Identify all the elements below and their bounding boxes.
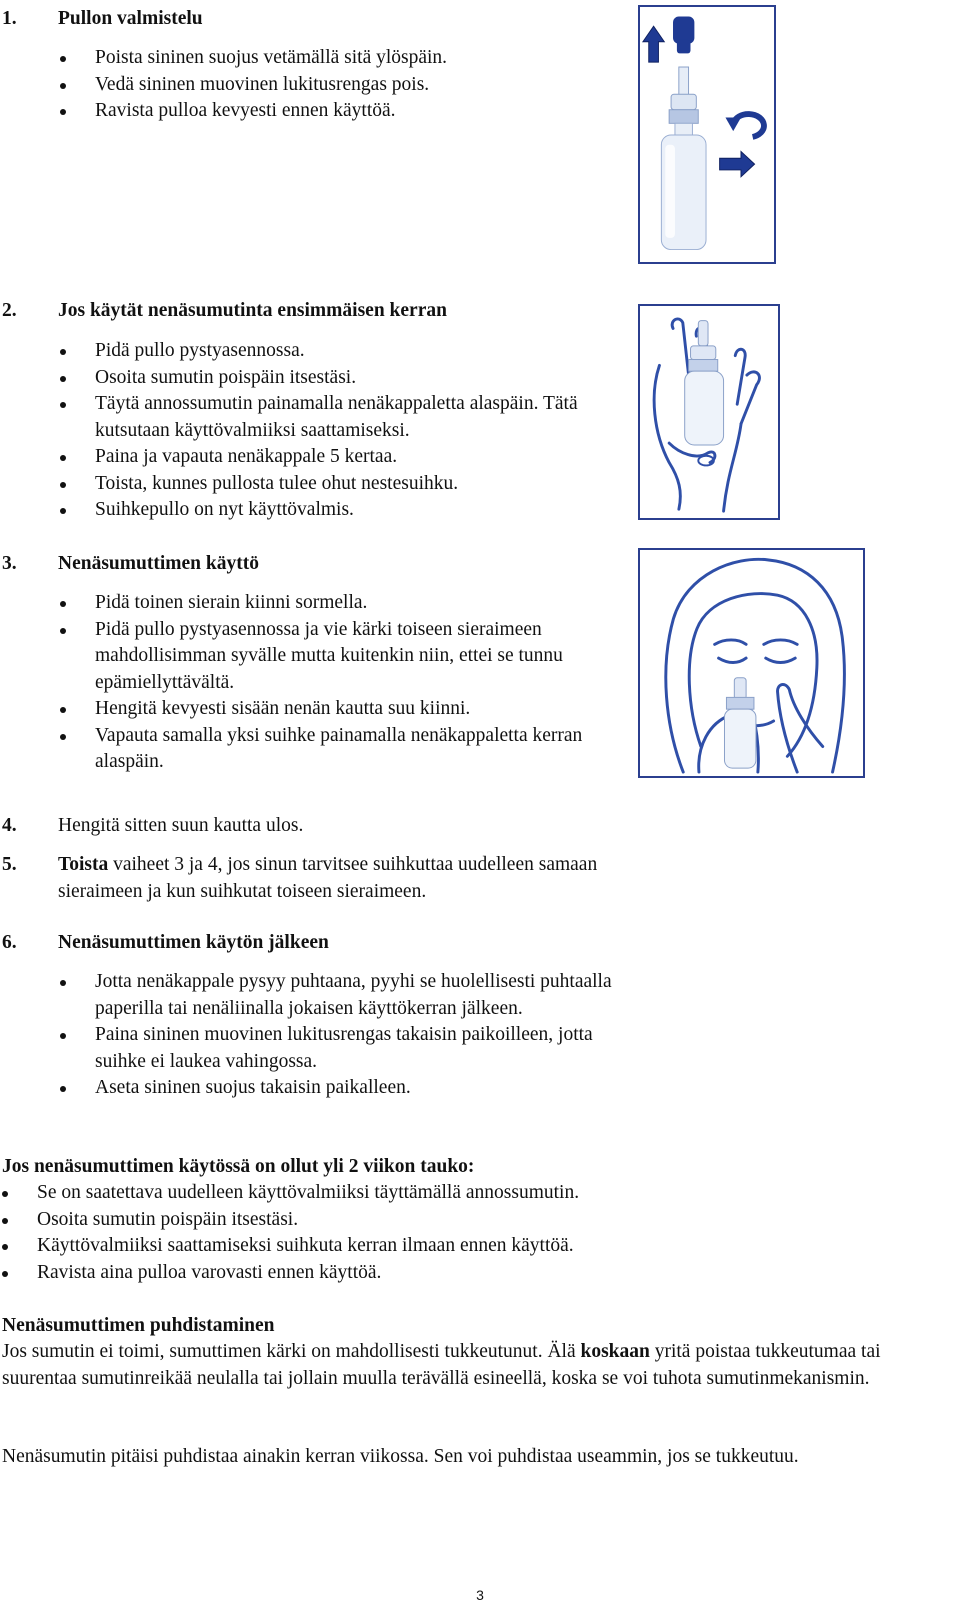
section-2-heading xyxy=(0,298,620,326)
section-2-number: 2. xyxy=(2,300,17,321)
section-6-heading xyxy=(0,930,600,958)
cleaning-paragraph-2: Nenäsumutin pitäisi puhdistaa ainakin kerran viikossa. Sen voi puhdistaa useammin, jos se tukkeutuu. xyxy=(2,1446,799,1467)
section-2-list xyxy=(58,338,623,524)
cleaning-heading: Nenäsumuttimen puhdistaminen xyxy=(2,1315,275,1336)
list-item: Hengitä kevyesti sisään nenän kautta suu kiinni. xyxy=(58,696,623,723)
list-item: Vapauta samalla yksi suihke painamalla nenäkappaletta kerran alaspäin. xyxy=(58,723,623,776)
pause-list xyxy=(0,1180,760,1286)
list-item: Se on saatettava uudelleen käyttövalmiiksi täyttämällä annossumutin. xyxy=(0,1180,760,1207)
list-item: Jotta nenäkappale pysyy puhtaana, pyyhi se huolellisesti puhtaalla paperilla tai nenäliinalla jokaisen käyttökerran jälkeen. xyxy=(58,969,623,1022)
section-3-title: Nenäsumuttimen käyttö xyxy=(58,553,259,574)
section-1-title: Pullon valmistelu xyxy=(58,8,203,29)
section-3-list xyxy=(58,590,623,776)
section-4-text: Hengitä sitten suun kautta ulos. xyxy=(58,815,304,836)
section-5-bold-lead: Toista xyxy=(58,854,109,875)
section-4-number: 4. xyxy=(2,815,17,836)
cleaning-p1-bold: koskaan xyxy=(580,1341,650,1362)
section-6-number: 6. xyxy=(2,932,17,953)
section-4 xyxy=(0,813,620,841)
list-item: Osoita sumutin poispäin itsestäsi. xyxy=(58,365,623,392)
list-item: Ravista pulloa kevyesti ennen käyttöä. xyxy=(58,98,618,125)
hand-holding-spray-icon xyxy=(640,306,778,518)
list-item: Pidä pullo pystyasennossa. xyxy=(58,338,623,365)
section-2-title: Jos käytät nenäsumutinta ensimmäisen kerran xyxy=(58,300,447,321)
cleaning-p1-part-a: Jos sumutin ei toimi, sumuttimen kärki on mahdollisesti tukkeutunut. Älä xyxy=(2,1341,581,1362)
section-6-title: Nenäsumuttimen käytön jälkeen xyxy=(58,932,329,953)
person-using-spray-figure xyxy=(638,548,865,778)
list-item: Vedä sininen muovinen lukitusrengas pois. xyxy=(58,72,618,99)
list-item: Paina sininen muovinen lukitusrengas takaisin paikoilleen, jotta suihke ei laukea vahingossa. xyxy=(58,1022,623,1075)
spray-bottle-figure xyxy=(638,5,776,264)
pause-heading: Jos nenäsumuttimen käytössä on ollut yli 2 viikon tauko: xyxy=(2,1156,475,1177)
section-3-heading xyxy=(0,551,600,579)
list-item: Pidä toinen sierain kiinni sormella. xyxy=(58,590,623,617)
list-item: Pidä pullo pystyasennossa ja vie kärki toiseen sieraimeen mahdollisimman syvälle mutta kuitenkin niin, ettei se tunnu epämiellyttävältä. xyxy=(58,617,623,697)
list-item: Suihkepullo on nyt käyttövalmis. xyxy=(58,497,623,524)
page-number: 3 xyxy=(476,1587,484,1603)
section-5 xyxy=(0,852,640,908)
list-item: Aseta sininen suojus takaisin paikalleen. xyxy=(58,1075,623,1102)
section-5-text-block xyxy=(58,852,633,905)
hand-holding-spray-figure xyxy=(638,304,780,520)
section-5-number: 5. xyxy=(2,854,17,875)
section-1-list xyxy=(58,45,618,125)
list-item: Täytä annossumutin painamalla nenäkappaletta alaspäin. Tätä kutsutaan käyttövalmiiksi saattamiseksi. xyxy=(58,391,623,444)
section-5-text: vaiheet 3 ja 4, jos sinun tarvitsee suihkuttaa uudelleen samaan sieraimeen ja kun suihkutat toiseen sieraimeen. xyxy=(58,854,598,902)
list-item: Osoita sumutin poispäin itsestäsi. xyxy=(0,1207,760,1234)
list-item: Ravista aina pulloa varovasti ennen käyttöä. xyxy=(0,1260,760,1287)
person-using-nasal-spray-icon xyxy=(640,550,863,776)
section-1-heading xyxy=(0,6,600,34)
cleaning-p1-part-b: yritä poistaa tukkeutumaa tai suurentaa sumutinreikää neulalla tai jollain muulla terävällä esineellä, koska se voi tuhota sumutinmekanismin. xyxy=(2,1341,881,1389)
spray-bottle-with-arrows-icon xyxy=(640,7,774,262)
section-1-number: 1. xyxy=(2,8,17,29)
section-6-list xyxy=(58,969,623,1102)
list-item: Poista sininen suojus vetämällä sitä ylöspäin. xyxy=(58,45,618,72)
list-item: Käyttövalmiiksi saattamiseksi suihkuta kerran ilmaan ennen käyttöä. xyxy=(0,1233,760,1260)
list-item: Toista, kunnes pullosta tulee ohut nestesuihku. xyxy=(58,471,623,498)
cleaning-paragraph-1 xyxy=(2,1339,942,1392)
list-item: Paina ja vapauta nenäkappale 5 kertaa. xyxy=(58,444,623,471)
section-3-number: 3. xyxy=(2,553,17,574)
